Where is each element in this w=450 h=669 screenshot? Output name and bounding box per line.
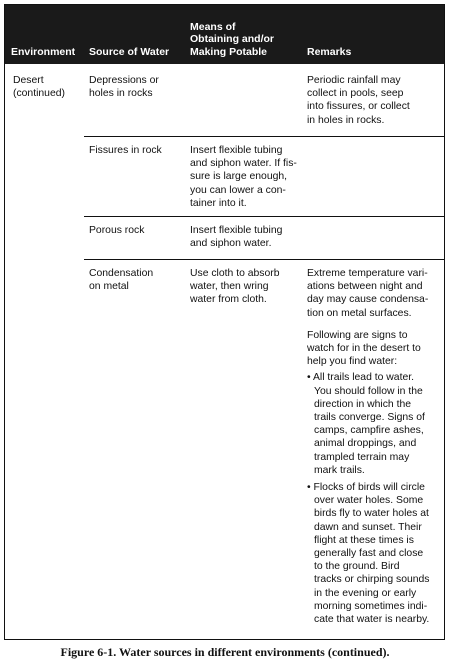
row1-source: Depressions or holes in rocks [89,75,159,100]
header-environment: Environment [11,45,76,58]
remarks-paragraph: Following are signs to watch for in the desert to help you find water: [307,329,421,368]
row2-source: Fissures in rock [89,145,162,156]
water-sources-table [4,4,445,640]
remarks-paragraph: Extreme temperature vari- ations between night and day may cause condensa- tion on metal surfaces. [307,268,429,319]
header-remarks: Remarks [307,45,352,58]
row-divider [84,259,444,260]
row4-source: Condensation on metal [89,268,154,293]
table-header [5,5,444,64]
header-means: Means of Obtaining and/or Making Potable [190,20,274,58]
row1-remarks: Periodic rainfall may collect in pools, seep into fissures, or collect in holes in rocks. [307,75,410,126]
bullet-trails: • All trails lead to water. You should follow in the direction in which the trails converge. Signs of camps, campfire ashes, animal droppings, and trampled terrain may mark trails. [307,372,425,476]
header-source: Source of Water [89,45,170,58]
bullet-birds: • Flocks of birds will circle over water holes. Some birds fly to water holes at dawn and sunset. Their flight at these times is generally fast and close to the ground. Bird tracks or chirping sounds in the evening or early morning sometimes indi- cate that water is nearby. [307,482,430,626]
row3-source: Porous rock [89,225,145,236]
row-divider [84,136,444,137]
row4-remarks [307,267,443,626]
figure-caption: Figure 6-1. Water sources in different environments (continued). [60,645,390,659]
row2-means: Insert flexible tubing and siphon water. If fis- sure is large enough, you can lower a con- tainer into it. [190,145,297,209]
environment-cell: Desert (continued) [13,75,65,100]
row-divider [84,216,444,217]
row4-means: Use cloth to absorb water, then wring water from cloth. [190,268,280,306]
row3-means: Insert flexible tubing and siphon water. [190,225,283,250]
